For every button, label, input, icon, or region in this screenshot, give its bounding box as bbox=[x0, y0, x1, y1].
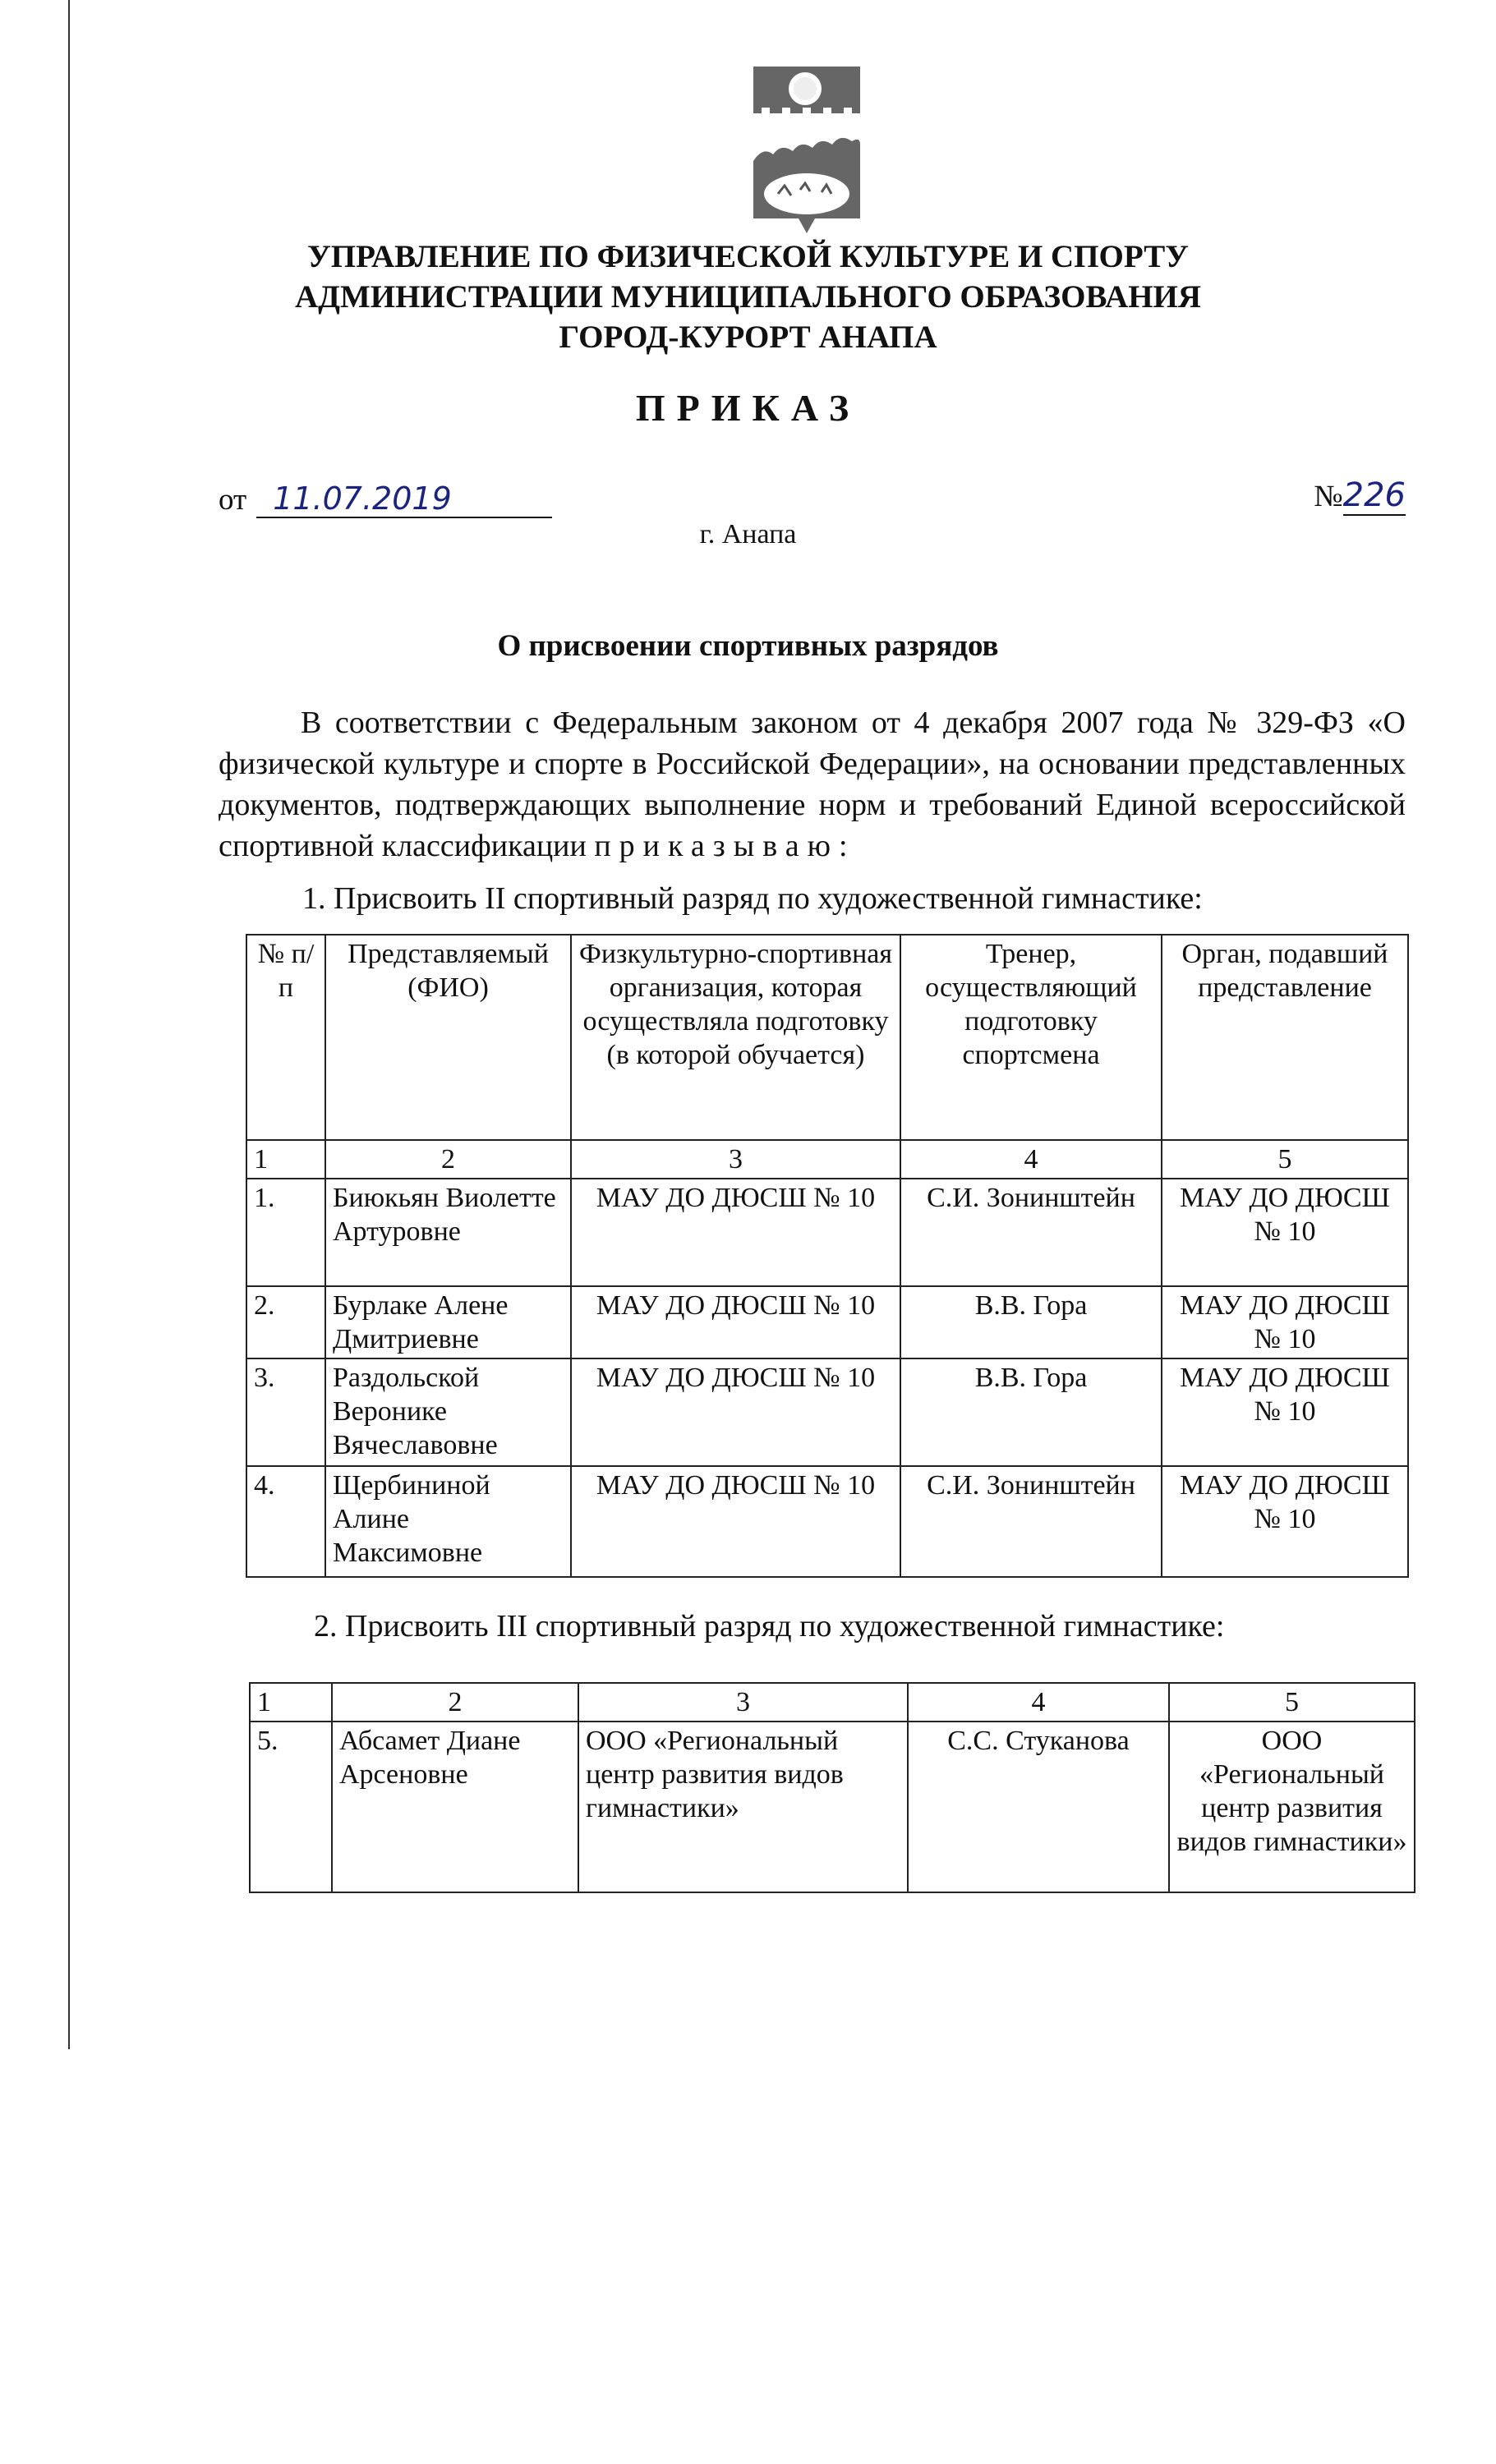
header-cell: Тренер, осуществляющий подготовку спортсмена bbox=[900, 935, 1162, 1140]
table-row bbox=[250, 1722, 1415, 1892]
cell: 4 bbox=[900, 1140, 1162, 1179]
cell: Биюкьян Виолетте Артуровне bbox=[325, 1179, 571, 1286]
item-1: 1. Присвоить II спортивный разряд по художественной гимнастике: bbox=[302, 881, 1203, 916]
cell: С.С. Стуканова bbox=[908, 1722, 1169, 1892]
header-line: АДМИНИСТРАЦИИ МУНИЦИПАЛЬНОГО ОБРАЗОВАНИЯ bbox=[294, 279, 1202, 315]
cell: 2 bbox=[325, 1140, 571, 1179]
table-rank-2 bbox=[246, 934, 1409, 1578]
date-value: 11.07.2019 bbox=[256, 480, 552, 518]
header-line: УПРАВЛЕНИЕ ПО ФИЗИЧЕСКОЙ КУЛЬТУРЕ И СПОРТУ bbox=[307, 239, 1189, 274]
cell: С.И. Зонинштейн bbox=[900, 1466, 1162, 1577]
cell: МАУ ДО ДЮСШ № 10 bbox=[571, 1358, 900, 1466]
cell: 4 bbox=[908, 1683, 1169, 1722]
header-cell: Орган, подавший представление bbox=[1162, 935, 1408, 1140]
table-rank-3 bbox=[249, 1682, 1415, 1893]
header-cell: Представляемый (ФИО) bbox=[325, 935, 571, 1140]
table-row bbox=[246, 1358, 1408, 1466]
cell: Бурлаке Алене Дмитриевне bbox=[325, 1286, 571, 1358]
cell: Абсамет Диане Арсеновне bbox=[332, 1722, 578, 1892]
header-line: ГОРОД-КУРОРТ АНАПА bbox=[559, 319, 937, 355]
city: г. Анапа bbox=[699, 519, 797, 549]
number-value: 226 bbox=[1342, 476, 1406, 514]
cell: МАУ ДО ДЮСШ № 10 bbox=[1162, 1286, 1408, 1358]
organization-header bbox=[0, 237, 1496, 357]
cell: В.В. Гора bbox=[900, 1358, 1162, 1466]
cell: ООО «Региональный центр развития видов гимнастики» bbox=[578, 1722, 908, 1892]
preamble-text: В соответствии с Федеральным законом от 4 декабря 2007 года № 329-ФЗ «О физической культуре и спорте в Российской Федерации», на основании представленных документов, подтверждающих выполнение норм и требований Единой всероссийской спортивной классификации bbox=[219, 706, 1406, 863]
column-number-row bbox=[246, 1140, 1408, 1179]
cell: В.В. Гора bbox=[900, 1286, 1162, 1358]
table-row bbox=[246, 1466, 1408, 1577]
item-2: 2. Присвоить III спортивный разряд по художественной гимнастике: bbox=[314, 1609, 1225, 1643]
cell: 1 bbox=[250, 1683, 332, 1722]
number-prefix: № bbox=[1314, 480, 1343, 513]
number-field bbox=[1314, 476, 1406, 514]
cell: МАУ ДО ДЮСШ № 10 bbox=[1162, 1179, 1408, 1286]
cell: 2 bbox=[332, 1683, 578, 1722]
date-field bbox=[219, 480, 552, 518]
cell: 4. bbox=[246, 1466, 325, 1577]
cell: МАУ ДО ДЮСШ № 10 bbox=[571, 1286, 900, 1358]
cell: 5 bbox=[1169, 1683, 1415, 1722]
cell: Щербининой Алине Максимовне bbox=[325, 1466, 571, 1577]
column-number-row bbox=[250, 1683, 1415, 1722]
table-row bbox=[246, 1286, 1408, 1358]
doc-type: ПРИКАЗ bbox=[635, 387, 861, 429]
cell: МАУ ДО ДЮСШ № 10 bbox=[571, 1466, 900, 1577]
cell: Раздольской Веронике Вячеславовне bbox=[325, 1358, 571, 1466]
cell: 2. bbox=[246, 1286, 325, 1358]
coat-of-arms-icon bbox=[749, 62, 864, 239]
cell: МАУ ДО ДЮСШ № 10 bbox=[571, 1179, 900, 1286]
cell: 3. bbox=[246, 1358, 325, 1466]
subject: О присвоении спортивных разрядов bbox=[497, 629, 999, 663]
table-row bbox=[246, 1179, 1408, 1286]
preamble-order: приказываю: bbox=[594, 829, 856, 863]
date-prefix: от bbox=[219, 483, 247, 517]
preamble bbox=[219, 702, 1406, 867]
header-cell: Физкультурно-спортивная организация, которая осуществляла подготовку (в которой обучается) bbox=[571, 935, 900, 1140]
cell: МАУ ДО ДЮСШ № 10 bbox=[1162, 1466, 1408, 1577]
cell: 1. bbox=[246, 1179, 325, 1286]
cell: 1 bbox=[246, 1140, 325, 1179]
cell: 5. bbox=[250, 1722, 332, 1892]
cell: МАУ ДО ДЮСШ № 10 bbox=[1162, 1358, 1408, 1466]
header-cell: № п/п bbox=[246, 935, 325, 1140]
cell: 3 bbox=[571, 1140, 900, 1179]
cell: 3 bbox=[578, 1683, 908, 1722]
cell: С.И. Зонинштейн bbox=[900, 1179, 1162, 1286]
cell: ООО «Региональный центр развития видов гимнастики» bbox=[1169, 1722, 1415, 1892]
cell: 5 bbox=[1162, 1140, 1408, 1179]
table-header-row bbox=[246, 935, 1408, 1140]
